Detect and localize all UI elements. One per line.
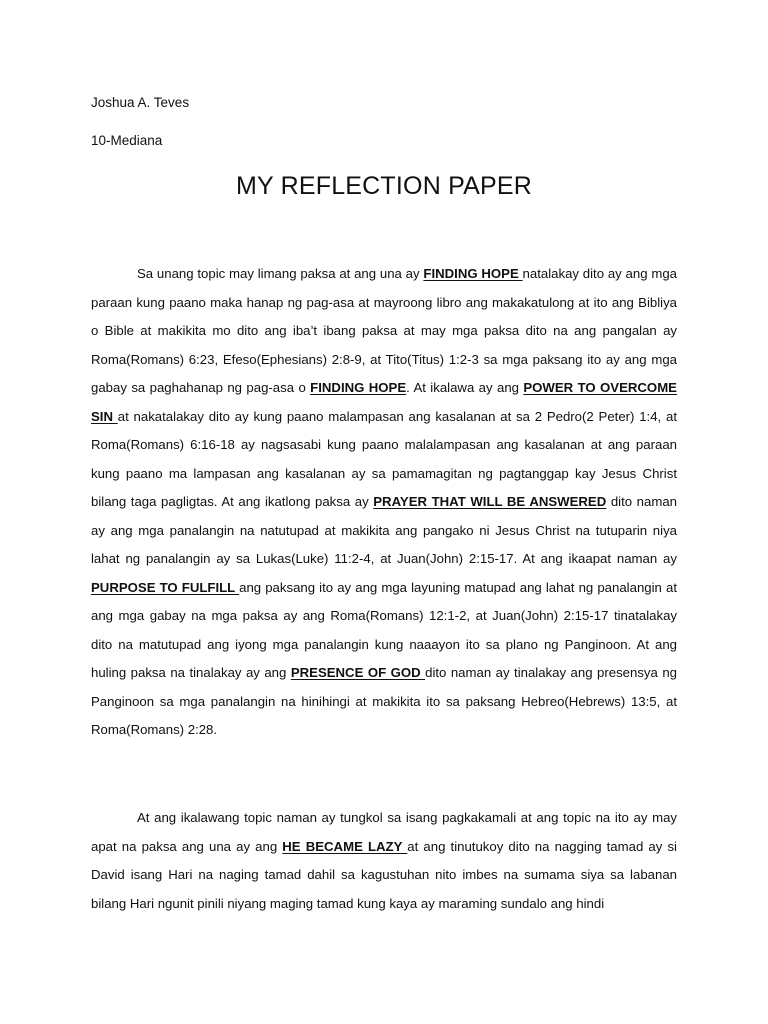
paragraph-second-topic: [91, 804, 677, 918]
body-text: ang paksang ito ay ang mga layuning matupad ang lahat ng panalangin at ang mga gabay na mga paksa ay ang Roma(Romans) 12:1-2, at Juan(John) 2:15-17 tinatalakay dito na matutupad ang iyong mga panalangin kung naaayon ito sa plano ng Panginoon. At ang huling paksa na tinalakay ay ang: [91, 579, 677, 680]
body-text: . At ikalawa ay ang: [406, 380, 524, 395]
body-text: dito naman ay tinalakay ang presensya ng Panginoon sa mga panalangin na hinihingi at makikita ito sa paksang Hebreo(Hebrews) 13:5, at Roma(Romans) 2:28.: [91, 665, 677, 737]
highlight-prayer-answered: PRAYER THAT WILL BE ANSWERED: [373, 494, 607, 509]
body-text: Sa unang topic may limang paksa at ang una ay: [137, 266, 424, 281]
highlight-finding-hope: FINDING HOPE: [423, 266, 523, 281]
highlight-he-became-lazy: HE BECAME LAZY: [282, 838, 408, 854]
highlight-power-to-overcome-sin: POWER TO OVERCOME SIN: [91, 380, 677, 424]
body-text: natalakay dito ay ang mga paraan kung paano maka hanap ng pag-asa at mayroong libro ang makakatulong at ito ang Bibliya o Bible at makikita mo dito ang iba’t ibang paksa at may mga paksa dito na ang pangalan ay Roma(Romans) 6:23, Efeso(Ephesians) 2:8-9, at Tito(Titus) 1:2-3 sa mga paksang ito ay ang mga gabay sa paghahanap ng pag-asa o: [91, 266, 677, 395]
body-text: dito naman ay ang mga panalangin na natutupad at makikita ang pangako ni Jesus Christ na tutuparin niya lahat ng panalangin ay sa Lukas(Luke) 11:2-4, at Juan(John) 2:15-17. At ang ikaapat naman ay: [91, 494, 677, 566]
body-text: at ang tinutukoy dito na nagging tamad ay si David isang Hari na naging tamad dahil sa kagustuhan nito imbes na sumama siya sa labanan bilang Hari ngunit pinili niyang maging tamad kung kaya ay maraming sundalo ang hindi: [91, 838, 677, 911]
highlight-presence-of-god: PRESENCE OF GOD: [290, 665, 426, 680]
highlight-finding-hope: FINDING HOPE: [310, 380, 407, 395]
page-title: MY REFLECTION PAPER: [236, 172, 532, 200]
body-text: at nakatalakay dito ay kung paano malampasan ang kasalanan at sa 2 Pedro(2 Peter) 1:4, at Roma(Romans) 6:16-18 ay nagsasabi kung paano malalampasan ang kasalanan at ang paraan kung paano ma lampasan ang kasalanan ay sa pamamagitan ng pagtanggap kay Jesus Christ bilang taga pagligtas. At ang ikatlong paksa ay: [91, 408, 677, 509]
class-section: 10-Mediana: [91, 133, 163, 148]
paragraph-first-topic: [91, 260, 677, 745]
highlight-purpose-to-fulfill: PURPOSE TO FULFILL: [91, 579, 240, 595]
body-text: At ang ikalawang topic naman ay tungkol sa isang pagkakamali at ang topic na ito ay may apat na paksa ang una ay ang: [91, 810, 677, 854]
author-name: Joshua A. Teves: [91, 95, 190, 110]
